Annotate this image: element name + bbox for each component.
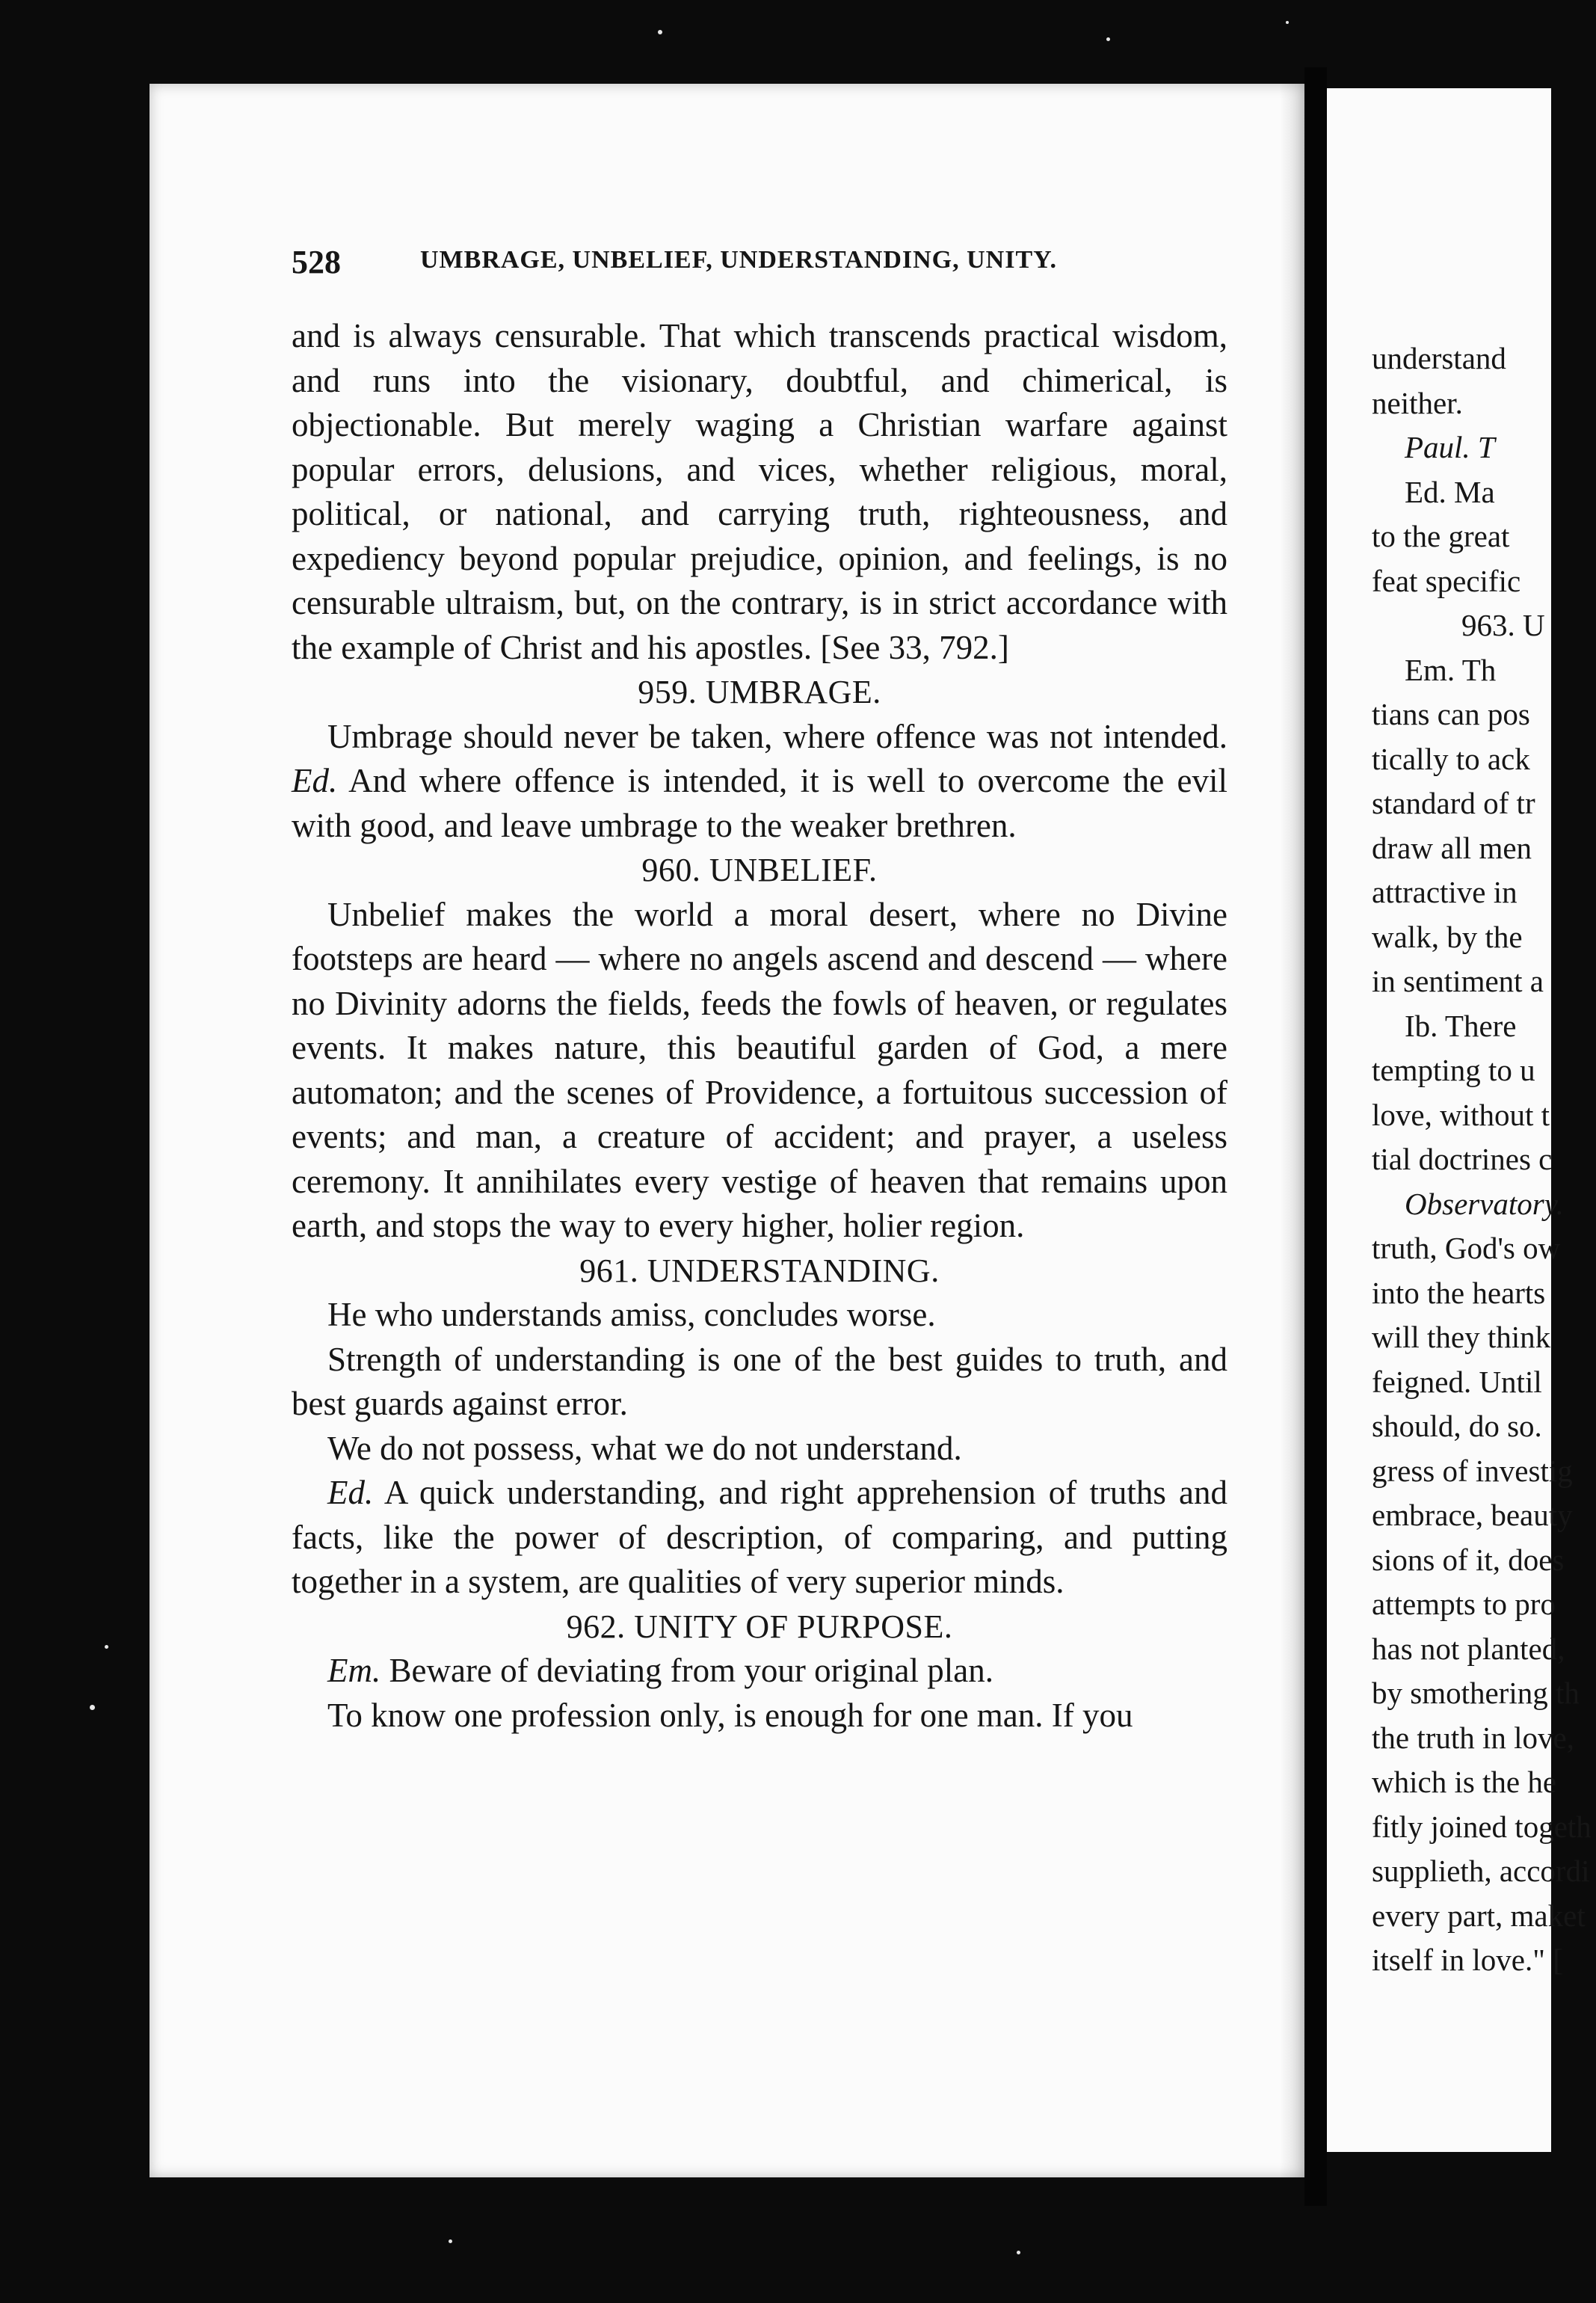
- right-line: draw all men: [1372, 830, 1532, 865]
- source-abbreviation: Em.: [327, 1652, 381, 1689]
- paragraph-text: A quick understanding, and right apprehension of truths and facts, like the power of description, of comparing, and putting together in a system, are qualities of very superior minds.: [292, 1474, 1227, 1600]
- right-line: standard of tr: [1372, 786, 1535, 820]
- right-line: attempts to pro: [1372, 1587, 1556, 1621]
- right-line: by smothering th: [1372, 1676, 1580, 1710]
- right-line: which is the he: [1372, 1765, 1557, 1799]
- paragraph-text: Umbrage should never be taken, where offence was not intended.: [327, 717, 1227, 755]
- right-line: itself in love." [: [1372, 1943, 1563, 1977]
- right-line: truth, God's ow: [1372, 1231, 1561, 1265]
- paragraph-unbelief: Unbelief makes the world a moral desert, where no Divine footsteps are heard — where no angels ascend and descend — where no Divinity adorns the fields, feeds the fowls of heaven, or regulates events. It makes nature, this beautiful garden of God, a mere automaton; and the scenes of Providence, a fortuitous succession of events; and man, a creature of accident; and prayer, a useless ceremony. It annihilates every vestige of heaven that remains upon earth, and stops the way to every higher, holier region.: [292, 895, 1227, 1244]
- paragraph-unity-1: [292, 1649, 1227, 1694]
- section-heading-understanding: 961. UNDERSTANDING.: [579, 1252, 940, 1289]
- right-line: to the great: [1372, 519, 1510, 553]
- right-line: embrace, beauty: [1372, 1498, 1573, 1532]
- left-page-text: [292, 314, 1227, 1738]
- right-line: supplieth, accordi: [1372, 1854, 1590, 1888]
- right-line: attractive in: [1372, 875, 1518, 909]
- right-line: tians can pos: [1372, 697, 1530, 731]
- right-line: love, without t: [1372, 1097, 1550, 1132]
- right-line: Ib. There: [1405, 1008, 1517, 1043]
- page-number: 528: [292, 244, 341, 280]
- right-line: Observatory.: [1405, 1186, 1564, 1221]
- section-heading-unbelief: 960. UNBELIEF.: [641, 852, 878, 888]
- paragraph-understanding-2: Strength of understanding is one of the best guides to truth, and best guards against error.: [292, 1340, 1227, 1422]
- right-line: gress of investig: [1372, 1453, 1573, 1488]
- paragraph-umbrage: [292, 715, 1227, 849]
- section-heading-unity: 962. UNITY OF PURPOSE.: [566, 1608, 953, 1645]
- source-abbreviation: Ed.: [292, 762, 338, 799]
- right-line: will they think: [1372, 1320, 1551, 1354]
- right-line: Em. Th: [1405, 652, 1497, 687]
- right-page-text: [1372, 336, 1596, 1983]
- right-line: walk, by the: [1372, 919, 1523, 954]
- continued-paragraph: and is always censurable. That which transcends practical wisdom, and runs into the visionary, doubtful, and chimerical, is objectionable. But merely waging a Christian warfare against popular errors, delusions, and vices, whether religious, moral, political, or national, and carrying truth, righteousness, and expediency beyond popular prejudice, opinion, and feelings, is no censurable ultraism, but, on the contrary, is in strict accordance with the example of Christ and his apostles. [See 33, 792.]: [292, 317, 1227, 666]
- right-line: tically to ack: [1372, 741, 1530, 776]
- right-line: the truth in love,: [1372, 1720, 1575, 1755]
- right-line: sions of it, does: [1372, 1542, 1565, 1577]
- right-line: Ed. Ma: [1405, 474, 1495, 509]
- right-line: fitly joined togeth: [1372, 1809, 1592, 1844]
- right-line: Paul. T: [1405, 430, 1495, 464]
- right-line: understand: [1372, 341, 1506, 375]
- running-head: [292, 243, 1226, 288]
- right-line: feat specific: [1372, 563, 1521, 598]
- book-spine: [1304, 67, 1327, 2206]
- right-page-text-clip: [1327, 88, 1592, 2152]
- running-title: UMBRAGE, UNBELIEF, UNDERSTANDING, UNITY.: [420, 246, 1058, 274]
- right-line: into the hearts: [1372, 1275, 1546, 1310]
- right-line: tial doctrines c: [1372, 1142, 1553, 1176]
- source-abbreviation: Ed.: [327, 1474, 374, 1511]
- paragraph-text: And where offence is intended, it is well to overcome the evil with good, and leave umbrage to the weaker brethren.: [292, 762, 1227, 844]
- paragraph-understanding-3: We do not possess, what we do not understand.: [327, 1429, 962, 1467]
- paragraph-understanding-4: [292, 1471, 1227, 1605]
- right-line: neither.: [1372, 385, 1463, 420]
- right-line: has not planted,: [1372, 1631, 1565, 1666]
- right-line: feigned. Until: [1372, 1364, 1542, 1399]
- right-line: every part, maket: [1372, 1898, 1586, 1933]
- paragraph-understanding-1: He who understands amiss, concludes worse.: [327, 1296, 936, 1333]
- right-line: should, do so.: [1372, 1409, 1542, 1443]
- right-line: in sentiment a: [1372, 964, 1544, 998]
- right-line: 963. U: [1461, 608, 1545, 642]
- paragraph-text: Beware of deviating from your original plan.: [389, 1652, 994, 1689]
- section-heading-umbrage: 959. UMBRAGE.: [638, 674, 881, 710]
- paragraph-unity-2: To know one profession only, is enough for one man. If you: [327, 1696, 1133, 1734]
- right-line: tempting to u: [1372, 1053, 1535, 1087]
